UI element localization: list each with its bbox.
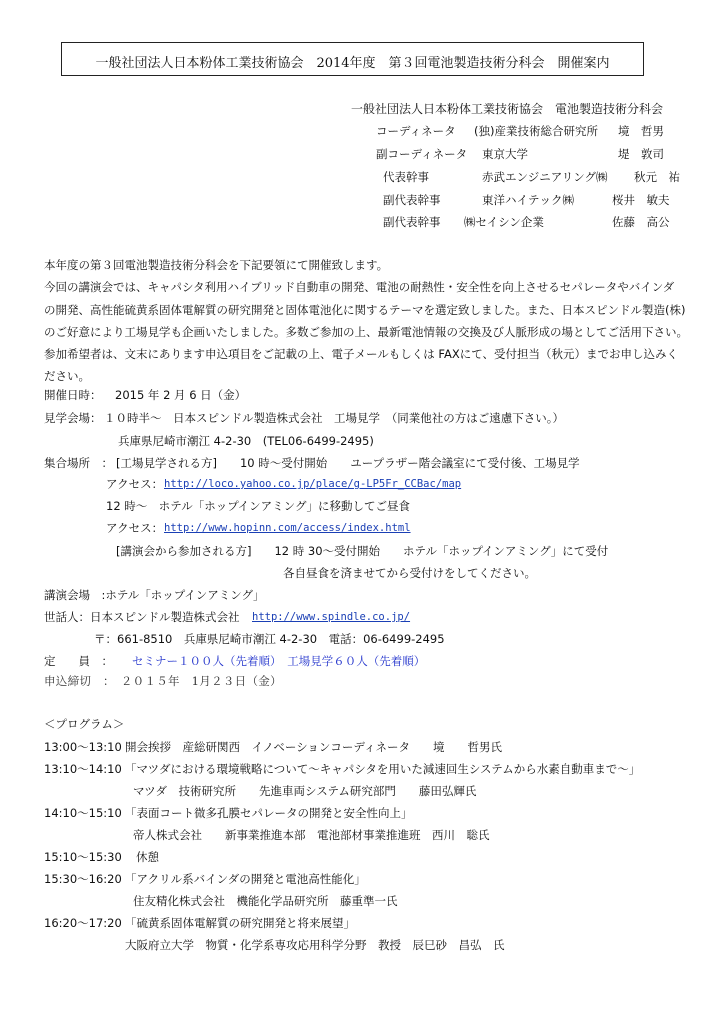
intro-line: 本年度の第３回電池製造技術分科会を下記要領にて開催致します。	[44, 258, 389, 272]
member-org: ㈱セイシン企業	[464, 215, 544, 229]
tour-label: 見学会場：	[44, 411, 102, 425]
meet-lecture-note: 各自昼食を済ませてから受付けをしてください。	[283, 566, 536, 580]
meet-label: 集合場所 ：	[44, 456, 113, 470]
program-speaker: 帝人株式会社 新事業推進本部 電池部材事業推進班 西川 聡氏	[133, 828, 490, 842]
page-title: 一般社団法人日本粉体工業技術協会 2014年度 第３回電池製造技術分科会 開催案内	[95, 56, 610, 71]
venue: 講演会場 :ホテル「ホップインアミング」	[44, 588, 265, 602]
member-name: 秋元 祐	[634, 170, 680, 184]
host-address: 〒：661-8510 兵庫県尼崎市潮江 4-2-30 電話：06-6499-2495	[94, 632, 445, 646]
program-time: 14:10～15:10	[44, 806, 122, 820]
access-link-1[interactable]: http://loco.yahoo.co.jp/place/g-LP5Fr_CCBac/map	[164, 478, 462, 490]
member-org: 赤武エンジニアリング㈱	[482, 170, 608, 184]
host-link[interactable]: http://www.spindle.co.jp/	[252, 611, 411, 623]
intro-line: のご好意により工場見学も企画いたしました。多数ご参加の上、最新電池情報の交換及び人脈形成の場としてご活用下さい。	[44, 325, 688, 339]
program-speaker: マツダ 技術研究所 先進車両システム研究部門 藤田弘輝氏	[133, 784, 477, 798]
program-title: 「表面コート微多孔膜セパレータの開発と安全性向上」	[125, 806, 413, 820]
program-title: 休憩	[136, 850, 159, 864]
member-name: 佐藤 高公	[612, 215, 670, 229]
tour-value: １０時半～ 日本スピンドル製造株式会社 工場見学 （同業他社の方はご遠慮下さい。）	[104, 411, 564, 425]
capacity-value: セミナー１００人（先着順） 工場見学６０人（先着順）	[132, 654, 426, 668]
host-label: 世話人：日本スピンドル製造株式会社	[44, 610, 240, 624]
program-time: 16:20～17:20	[44, 916, 122, 930]
program-title: 「マツダにおける環境戦略について～キャパシタを用いた減速回生システムから水素自動車まで～」	[125, 762, 641, 776]
capacity-label: 定 員 ：	[44, 654, 113, 668]
member-role: 副コーディネータ	[376, 147, 468, 161]
member-role: 副代表幹事	[383, 193, 441, 207]
lunch-note: 12 時～ ホテル「ホップインアミング」に移動してご昼食	[106, 499, 410, 513]
program-time: 13:00～13:10	[44, 740, 122, 754]
meet-tour: [工場見学される方] 10 時～受付開始 ユープラザー階会議室にて受付後、工場見学	[116, 456, 580, 470]
intro-line: 参加希望者は、文末にあります申込項目をご記載の上、電子メールもしくは FAXにて、受付担当（秋元）までお申し込みく	[44, 347, 678, 361]
access-label: アクセス：	[106, 521, 164, 535]
program-time: 15:30～16:20	[44, 872, 122, 886]
member-role: コーディネータ	[376, 124, 456, 138]
intro-line: 今回の講演会では、キャパシタ利用ハイブリッド自動車の開発、電池の耐熱性・安全性を向上させるセパレータやバインダ	[44, 280, 675, 294]
program-speaker: 住友精化株式会社 機能化学品研究所 藤重準一氏	[133, 894, 398, 908]
program-title: 開会挨拶 産総研関西 イノベーションコーディネータ 境 哲男氏	[125, 740, 502, 754]
member-name: 堤 敦司	[618, 147, 664, 161]
program-heading: ＜プログラム＞	[44, 717, 125, 731]
member-org: (独)産業技術総合研究所	[474, 124, 598, 138]
member-role: 副代表幹事	[383, 215, 441, 229]
member-org: 東京大学	[482, 147, 528, 161]
member-name: 桜井 敏夫	[612, 193, 670, 207]
title-box	[61, 42, 644, 76]
program-time: 13:10～14:10	[44, 762, 122, 776]
program-title: 「硫黄系固体電解質の研究開発と将来展望」	[125, 916, 355, 930]
program-title: 「アクリル系バインダの開発と電池高性能化」	[125, 872, 366, 886]
member-name: 境 哲男	[618, 124, 664, 138]
access-link-2[interactable]: http://www.hopinn.com/access/index.html	[164, 522, 411, 534]
program-speaker: 大阪府立大学 物質・化学系専攻応用科学分野 教授 辰巳砂 昌弘 氏	[125, 938, 505, 952]
intro-line: の開発、高性能硫黄系固体電解質の研究開発と固体電池化に関するテーマを選定致しました。また、日本スピンドル製造(株)	[44, 303, 686, 317]
deadline: 申込締切 ： ２０１５年 1月２３日（金）	[44, 674, 282, 688]
member-org: 東洋ハイテック㈱	[482, 193, 574, 207]
tour-address: 兵庫県尼崎市潮江 4-2-30 (TEL06-6499-2495)	[118, 434, 374, 448]
access-label: アクセス：	[106, 477, 164, 491]
date-value: 2015 年 2 月 6 日（金）	[115, 388, 247, 402]
program-time: 15:10～15:30	[44, 850, 122, 864]
meet-lecture: [講演会から参加される方] 12 時 30～受付開始 ホテル「ホップインアミング」にて受付	[116, 544, 609, 558]
date-label: 開催日時：	[44, 388, 102, 402]
organizer-header: 一般社団法人日本粉体工業技術協会 電池製造技術分科会	[351, 102, 664, 116]
intro-line: ださい。	[44, 369, 90, 383]
member-role: 代表幹事	[383, 170, 429, 184]
